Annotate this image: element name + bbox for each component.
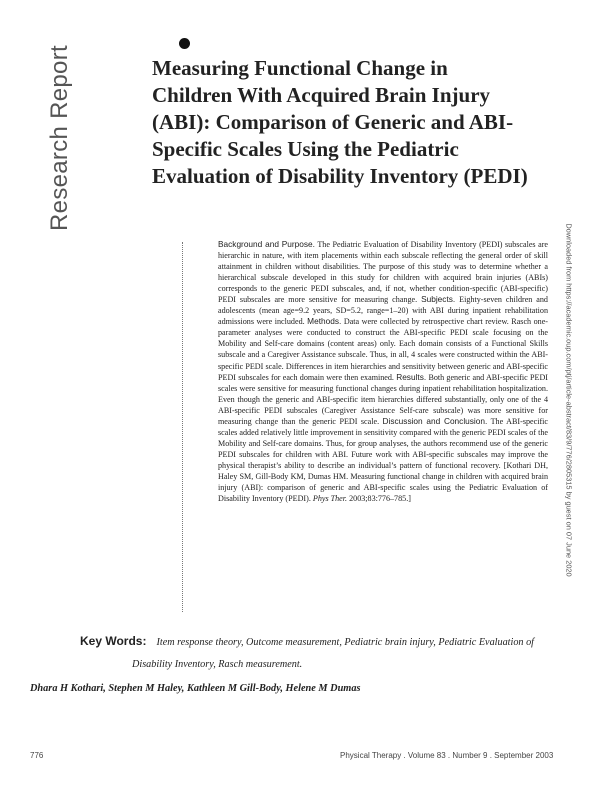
section-label xyxy=(40,44,80,231)
keywords-line-1 xyxy=(80,630,550,654)
background-text: The Pediatric Evaluation of Disability Inventory (PEDI) subscales are hierarchic in nature, with item placements within each subscale reflecting the general order of skill attainment in children without disabilities. The purpose of this study was to determine whether a hierarchical subscale developed in this study for children with acquired brain injuries (ABIs) corresponds to the generic PEDI subscales, and, if not, whether condition-specific (ABI-specific) PEDI subscales are more sensitive for measuring change. xyxy=(218,240,548,305)
keywords-label: Key Words: xyxy=(80,634,147,648)
discussion-heading: Discussion and Conclusion. xyxy=(382,415,488,426)
keywords-text-2: Disability Inventory, Rasch measurement. xyxy=(132,659,303,670)
journal-info: Physical Therapy . Volume 83 . Number 9 . September 2003 xyxy=(340,751,554,760)
results-text: Both generic and ABI-specific PEDI scales were sensitive for measuring functional changes during inpatient rehabilitation hospitalization. Even though the generic and ABI-specific item hierarchies differed substantially, only one of the 4 ABI-specific PEDI subscales (Caregiver Assistance Self-care subscale) was more sensitive for measuring change than the generic PEDI scale. xyxy=(218,372,548,426)
download-note xyxy=(562,210,576,590)
keywords-text-1: Item response theory, Outcome measurement, Pediatric brain injury, Pediatric Evaluation of xyxy=(156,637,534,648)
dotted-divider xyxy=(182,242,183,612)
bullet-dot-icon xyxy=(179,38,190,49)
subjects-heading: Subjects. xyxy=(421,294,456,305)
subjects-text: Eighty-seven children and adolescents (mean age=9.2 years, SD=5.2, range=1–20) with ABI during inpatient rehabilitation admissions were included. xyxy=(218,295,548,327)
citation-end: 2003;83:776–785.] xyxy=(349,494,411,504)
citation-text: [Kothari DH, Haley SM, Gill-Body KM, Dumas HM. Measuring functional change in children with acquired brain injury (ABI): comparison of generic and ABI-specific scales using the Pediatric Evaluation of Disability Inventory (PEDI). xyxy=(218,460,549,504)
methods-heading: Methods. xyxy=(307,316,342,327)
methods-text: Data were collected by retrospective chart review. Rasch one-parameter analyses were conducted to construct the ABI-specific PEDI scale focusing on the Mobility and Self-care domains (content areas) only. Each domain consists of a Functional Skills subscale and a Caregiver Assistance subscale. Thus, in all, 4 scales were constructed within the ABI-specific PEDI scale. Differences in item hierarchies and sensitivity between generic and ABI-specific PEDI subscales for each domain were then examined. xyxy=(218,317,548,382)
keywords xyxy=(80,630,550,676)
discussion-text: The ABI-specific scales added relatively little improvement in sensitivity compared with the generic PEDI scales of the Mobility and Self-care domains. Thus, for group analyses, the authors recommend use of the generic PEDI subscales for children with ABI. Future work with ABI-specific subscales may improve the physical therapist’s ability to describe an individual’s pattern of functional recovery. xyxy=(218,416,548,470)
download-note-text: Downloaded from https://academic.oup.com/ptj/article-abstract/83/9/776/2805315 by guest on 07 June 2020 xyxy=(564,223,574,577)
abstract xyxy=(218,239,548,504)
article-title: Measuring Functional Change in Children With Acquired Brain Injury (ABI): Comparison of Generic and ABI-Specific Scales Using the Pediatric Evaluation of Disability Inventory (PEDI) xyxy=(152,56,528,188)
authors: Dhara H Kothari, Stephen M Haley, Kathleen M Gill-Body, Helene M Dumas xyxy=(30,683,361,694)
page-number: 776 xyxy=(30,751,44,760)
results-heading: Results. xyxy=(396,371,427,382)
background-heading: Background and Purpose. xyxy=(218,239,315,249)
citation-journal: Phys Ther. xyxy=(312,494,348,504)
section-label-text: Research Report xyxy=(46,44,73,231)
